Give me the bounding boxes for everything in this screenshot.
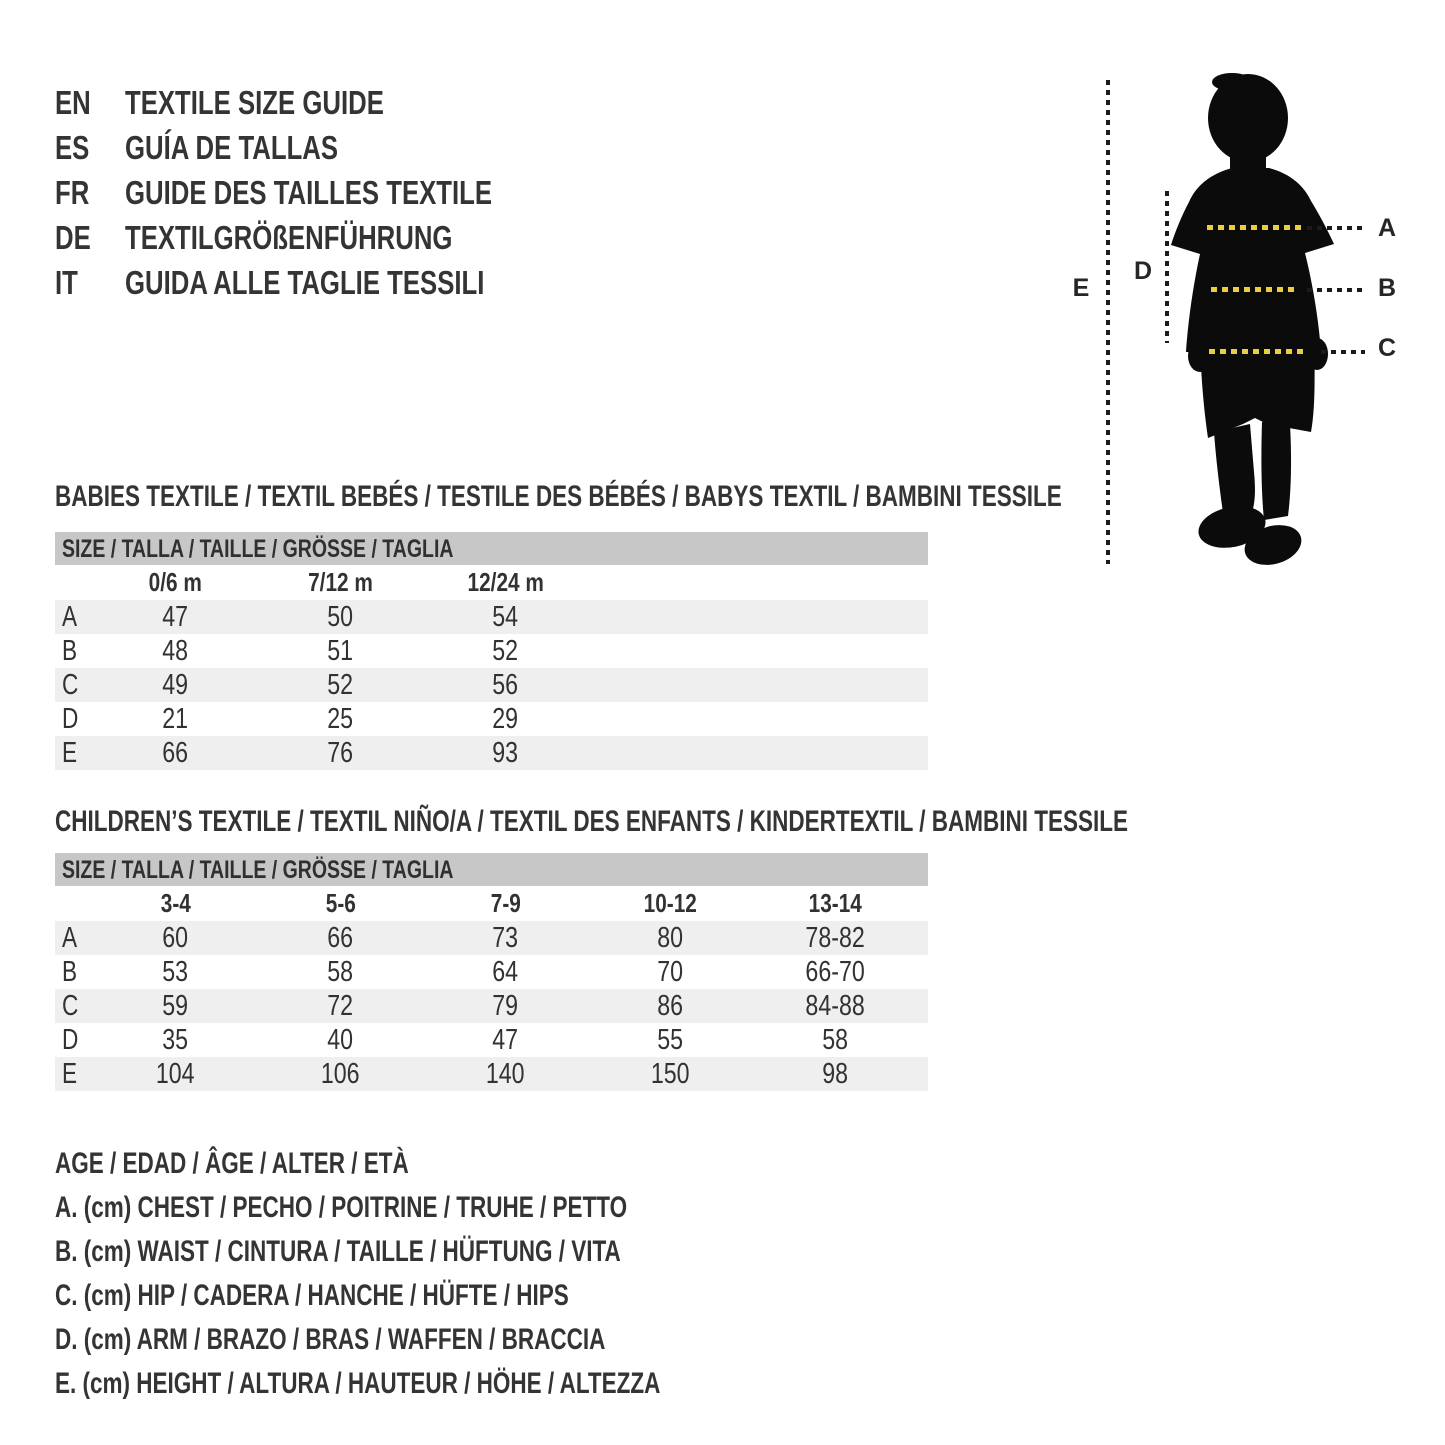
table-cell: 40 — [327, 1023, 354, 1056]
table-cell: 70 — [657, 955, 684, 988]
figure-label-chest: A — [1377, 214, 1397, 242]
figure-label-arm: D — [1133, 257, 1153, 285]
legend-line-waist: B. (cm) WAIST / CINTURA / TAILLE / HÜFTUNG / VITA — [55, 1235, 621, 1268]
table-cell: 106 — [321, 1057, 360, 1090]
chest-measure-dash-yellow — [1207, 225, 1303, 230]
row-label: A — [62, 921, 78, 954]
language-title: GUIDE DES TAILLES TEXTILE — [125, 174, 493, 211]
table-cell: 84-88 — [805, 989, 866, 1022]
table-cell: 66 — [327, 921, 354, 954]
column-header: 7/12 m — [308, 567, 373, 597]
children-size-table — [55, 853, 928, 1091]
figure-label-waist: B — [1377, 274, 1397, 302]
measurement-legend — [55, 1142, 862, 1406]
babies-size-table — [55, 532, 928, 770]
table-cell: 47 — [162, 600, 189, 633]
table-row — [55, 921, 928, 955]
language-code: DE — [55, 219, 91, 256]
table-cell: 47 — [492, 1023, 519, 1056]
table-cell: 98 — [822, 1057, 849, 1090]
waist-measure-dash-black — [1307, 288, 1365, 292]
table-row — [55, 668, 928, 702]
language-code: IT — [55, 264, 78, 301]
silhouette-shorts — [1200, 344, 1315, 438]
babies-column-header-row — [55, 565, 928, 600]
table-row — [55, 600, 928, 634]
column-header: 13-14 — [808, 888, 863, 918]
table-cell: 66 — [162, 736, 189, 769]
table-cell: 54 — [492, 600, 519, 633]
table-cell: 86 — [657, 989, 684, 1022]
table-cell: 25 — [327, 702, 354, 735]
hip-measure-dash-black — [1321, 350, 1365, 354]
row-label: A — [62, 600, 78, 633]
table-cell: 104 — [156, 1057, 195, 1090]
table-cell: 76 — [327, 736, 354, 769]
table-cell: 55 — [657, 1023, 684, 1056]
language-title: GUIDA ALLE TAGLIE TESSILI — [125, 264, 485, 301]
language-title: TEXTILE SIZE GUIDE — [125, 84, 384, 121]
table-cell: 93 — [492, 736, 519, 769]
table-cell: 29 — [492, 702, 519, 735]
silhouette-hair — [1212, 73, 1252, 91]
column-header: 5-6 — [325, 888, 356, 918]
table-cell: 79 — [492, 989, 519, 1022]
table-row — [55, 702, 928, 736]
table-cell: 59 — [162, 989, 189, 1022]
table-cell: 80 — [657, 921, 684, 954]
table-row — [55, 736, 928, 770]
row-label: E — [62, 736, 78, 769]
language-title: TEXTILGRÖßENFÜHRUNG — [125, 219, 453, 256]
children-column-header-row — [55, 886, 928, 921]
column-header: 0/6 m — [148, 567, 203, 597]
table-cell: 50 — [327, 600, 354, 633]
figure-label-hip: C — [1377, 334, 1397, 362]
waist-measure-dash-yellow — [1211, 287, 1299, 292]
arm-measure-line — [1165, 191, 1169, 343]
legend-line-hip: C. (cm) HIP / CADERA / HANCHE / HÜFTE / HIPS — [55, 1279, 569, 1312]
legend-line-height: E. (cm) HEIGHT / ALTURA / HAUTEUR / HÖHE / ALTEZZA — [55, 1367, 661, 1400]
table-cell: 49 — [162, 668, 189, 701]
table-cell: 60 — [162, 921, 189, 954]
hip-measure-dash-yellow — [1209, 349, 1305, 354]
column-header: 12/24 m — [467, 567, 544, 597]
language-code: ES — [55, 129, 90, 166]
figure-label-height: E — [1072, 274, 1090, 302]
table-cell: 66-70 — [805, 955, 866, 988]
table-row — [55, 634, 928, 668]
language-line-it — [55, 260, 655, 305]
silhouette-shirt — [1171, 168, 1334, 352]
language-line-fr — [55, 170, 655, 215]
table-cell: 48 — [162, 634, 189, 667]
row-label: D — [62, 702, 79, 735]
table-cell: 72 — [327, 989, 354, 1022]
children-section-title: CHILDREN’S TEXTILE / TEXTIL NIÑO/A / TEXTIL DES ENFANTS / KINDERTEXTIL / BAMBINI TESSILE — [55, 805, 1129, 838]
table-cell: 73 — [492, 921, 519, 954]
legend-line-age: AGE / EDAD / ÂGE / ALTER / ETÀ — [55, 1147, 409, 1180]
table-cell: 53 — [162, 955, 189, 988]
language-title: GUÍA DE TALLAS — [125, 129, 339, 166]
legend-line-arm: D. (cm) ARM / BRAZO / BRAS / WAFFEN / BRACCIA — [55, 1323, 606, 1356]
children-table-header-bar: SIZE / TALLA / TAILLE / GRÖSSE / TAGLIA — [55, 853, 928, 886]
table-cell: 52 — [327, 668, 354, 701]
table-cell: 51 — [327, 634, 354, 667]
table-row — [55, 1057, 928, 1091]
table-cell: 56 — [492, 668, 519, 701]
babies-section-title: BABIES TEXTILE / TEXTIL BEBÉS / TESTILE DES BÉBÉS / BABYS TEXTIL / BAMBINI TESSILE — [55, 480, 1062, 513]
language-code: FR — [55, 174, 90, 211]
table-cell: 150 — [651, 1057, 690, 1090]
language-line-es — [55, 125, 655, 170]
column-header: 10-12 — [643, 888, 698, 918]
legend-line-chest: A. (cm) CHEST / PECHO / POITRINE / TRUHE / PETTO — [55, 1191, 628, 1224]
table-row — [55, 1023, 928, 1057]
row-label: E — [62, 1057, 78, 1090]
table-cell: 21 — [162, 702, 189, 735]
babies-table-header-bar: SIZE / TALLA / TAILLE / GRÖSSE / TAGLIA — [55, 532, 928, 565]
row-label: C — [62, 668, 79, 701]
table-row — [55, 989, 928, 1023]
table-cell: 78-82 — [805, 921, 866, 954]
language-line-de — [55, 215, 655, 260]
table-cell: 52 — [492, 634, 519, 667]
row-label: B — [62, 955, 78, 988]
row-label: C — [62, 989, 79, 1022]
column-header: 3-4 — [160, 888, 191, 918]
column-header: 7-9 — [490, 888, 521, 918]
table-row — [55, 955, 928, 989]
language-title-list — [55, 80, 655, 305]
row-label: B — [62, 634, 78, 667]
table-cell: 64 — [492, 955, 519, 988]
row-label: D — [62, 1023, 79, 1056]
table-cell: 58 — [327, 955, 354, 988]
language-line-en — [55, 80, 655, 125]
chest-measure-dash-black — [1307, 226, 1365, 230]
table-cell: 35 — [162, 1023, 189, 1056]
table-cell: 58 — [822, 1023, 849, 1056]
table-cell: 140 — [486, 1057, 525, 1090]
language-code: EN — [55, 84, 91, 121]
